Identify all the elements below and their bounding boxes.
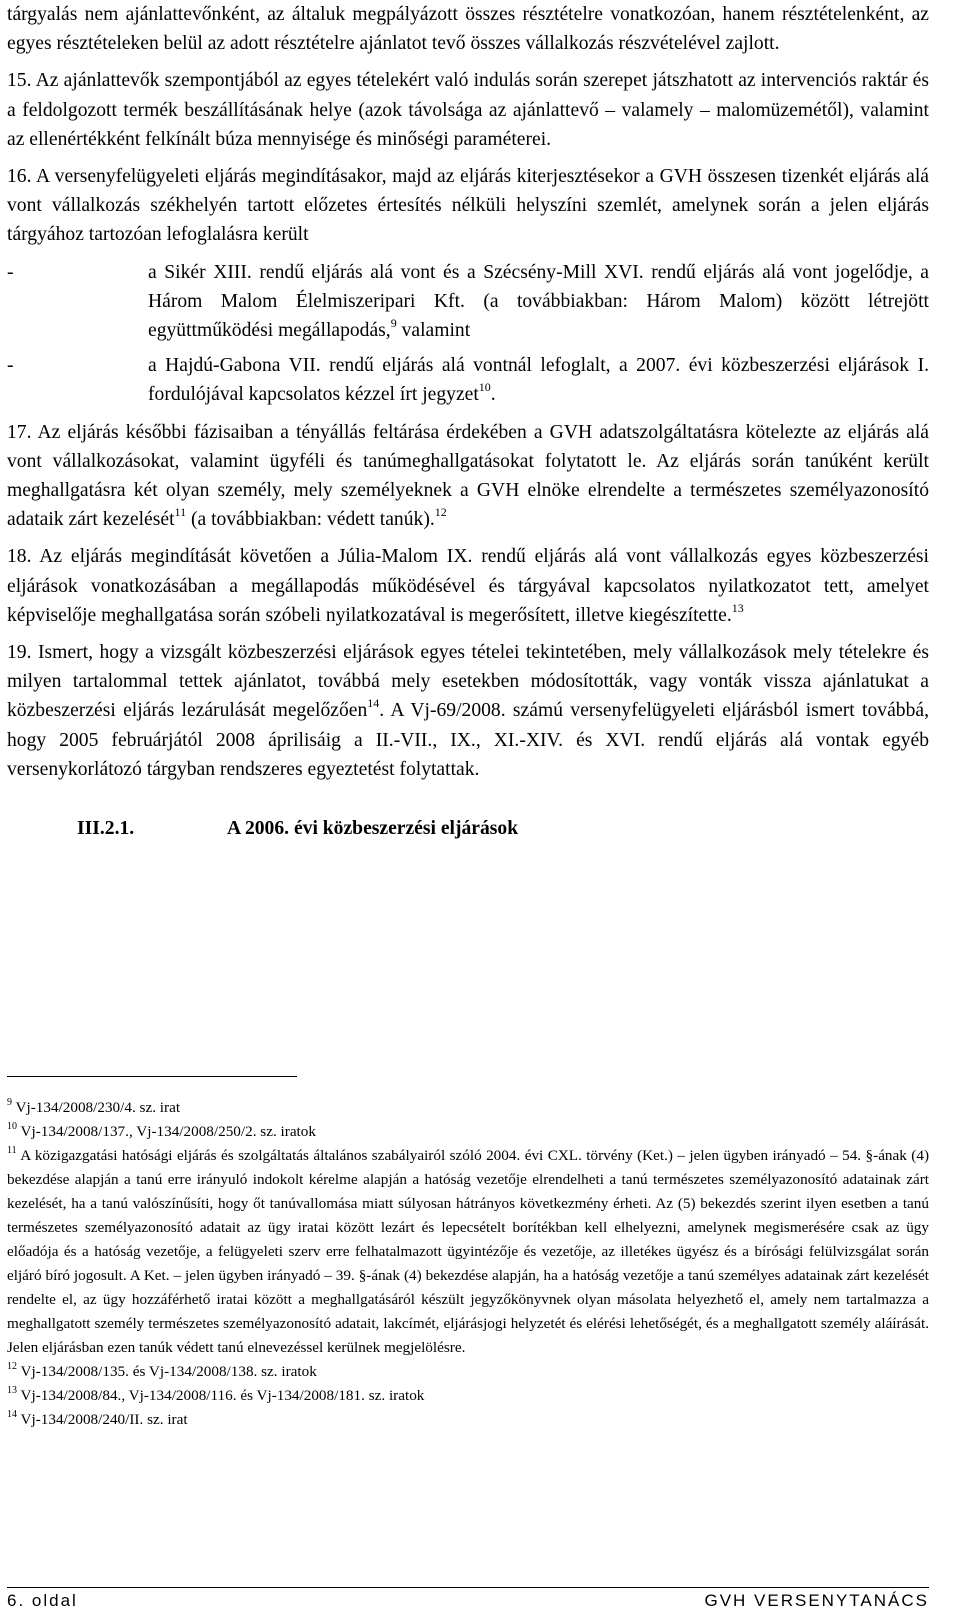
paragraph-text: 18. Az eljárás megindítását követően a Júlia-Malom IX. rendű eljárás alá vont vállalkozás egyes közbeszerzési eljárások vonatkozásában a megállapodás működésével és tárgyával kapcsolatos nyilatkozatot tett, amelyet képviselője meghallgatása során szóbeli nyilatkozatával is megerősített, illetve kiegészítette. [7,546,929,626]
page-number: 6. oldal [7,1591,78,1610]
footnote-text: Vj-134/2008/84., Vj-134/2008/116. és Vj-134/2008/181. sz. iratok [20,1387,425,1404]
list-item-after: valamint [396,320,471,342]
footnote-text: Vj-134/2008/240/II. sz. irat [20,1411,188,1428]
footnote [7,1144,929,1360]
footnote [7,1384,929,1408]
footer-divider [7,1587,929,1588]
section-title: A 2006. évi közbeszerzési eljárások [227,818,519,840]
paragraph-16: 16. A versenyfelügyeleti eljárás megindításakor, majd az eljárás kiterjesztésekor a GVH összesen tizenkét eljárás alá vont vállalkozás székhelyén tartott előzetes értesítés nélküli helyszíni szemlét, amelynek során a jelen eljárás tárgyához tartozóan lefoglalásra került [7,166,929,246]
main-text [7,0,929,843]
footnote-ref[interactable]: 10 [478,380,491,395]
footnotes [7,1096,929,1432]
footnote [7,1408,929,1432]
footnote-ref[interactable]: 11 [174,505,187,520]
footnote-text: Vj-134/2008/137., Vj-134/2008/250/2. sz. iratok [20,1123,316,1140]
footnote-number: 12 [7,1361,17,1372]
paragraph-19 [7,638,929,784]
section-number: III.2.1. [77,818,135,840]
paragraph-text-after: . A Vj-69/2008. számú versenyfelügyeleti eljárásból ismert továbbá, hogy 2005 februárjától 2008 áprilisáig a II.-VII., IX., XI.-XIV. és XVI. rendű eljárás alá vontak egyéb versenykorlátozó tárgyban rendszeres egyeztetést folytattak. [7,700,929,780]
paragraph-text: 19. Ismert, hogy a vizsgált közbeszerzési eljárások egyes tételei tekintetében, mely vállalkozások mely tételekre és milyen tartalommal tettek ajánlatot, továbbá mely esetekben módosították, vagy vonták vissza ajánlatukat a közbeszerzési eljárás lezárulását megelőzően [7,642,929,722]
footnote-text: A közigazgatási hatósági eljárás és szolgáltatás általános szabályairól szóló 2004. évi CXL. törvény (Ket.) – jelen ügyben irányadó – 54. §-ának (4) bekezdése alapján a tanú erre irányuló indokolt kérelme alapján a hatóság vezetője elrendelheti a tanú természetes személyazonosító adatainak zárt kezelését, ha a tanú valószínűsíti, hogy őt tanúvallomása miatt súlyosan hátrányos következmény érheti. Az (5) bekezdés szerint ilyen esetben a tanú természetes személyazonosító adatait az ügy iratai között lezárt és lepecsételt borítékban kell elhelyezni, amelynek megismerésére csak az ügy előadója és a hatóság vezetője, a felügyeleti szerv erre felhatalmazott ügyintézője és vezetője, az illetékes ügyész és a bírósági felülvizsgálat során eljáró bíró jogosult. A Ket. – jelen ügyben irányadó – 39. §-ának (4) bekezdése alapján, ha a hatóság vezetője a tanú személyes adatainak zárt kezelését rendelte el, az ügy hozzáférhető iratai között a meghallgatásáról készült jegyzőkönyvnek olyan másolata helyezhető el, amely nem tartalmazza a meghallgatott személy természetes személyazonosító adatait, lakcímét, eljárásjogi helyzetét és elérési lehetőségét, és a meghallgatott személy aláírását. Jelen eljárásban ezen tanúk védett tanú elnevezéssel kerülnek megjelölésre. [7,1147,930,1356]
footnote [7,1360,929,1384]
footnote-text: Vj-134/2008/135. és Vj-134/2008/138. sz. iratok [20,1363,317,1380]
list-item-text: a Hajdú-Gabona VII. rendű eljárás alá vontnál lefoglalt, a 2007. évi közbeszerzési eljárások I. fordulójával kapcsolatos kézzel írt jegyzet [148,355,929,406]
footnote [7,1120,929,1144]
paragraph-text: 17. Az eljárás későbbi fázisaiban a tényállás feltárása érdekében a GVH adatszolgáltatásra kötelezte az eljárás alá vont vállalkozásokat, valamint ügyféli és tanúmeghallgatásokat folytatott le. Az eljárás során tanúként került meghallgatásra két olyan személy, mely személyeknek a GVH elnöke elrendelte a természetes személyazonosító adataik zárt kezelését [7,421,929,531]
paragraph-text-mid: (a továbbiakban: védett tanúk). [186,509,435,531]
footnote-ref[interactable]: 13 [731,600,744,615]
footnote-number: 10 [7,1121,17,1132]
list-dash: - [7,261,14,283]
footnote-ref[interactable]: 9 [390,316,397,331]
footnote-number: 9 [7,1097,12,1108]
paragraph-15: 15. Az ajánlattevők szempontjából az egyes tételekért való indulás során szerepet játszhatott az intervenciós raktár és a feldolgozott termék beszállításának helye (azok távolsága az ajánlattevő – valamely – malomüzemétől), valamint az ellenértékként felkínált búza mennyisége és minőségi paraméterei. [7,70,929,150]
footnote-text: Vj-134/2008/230/4. sz. irat [15,1099,181,1116]
page-footer [7,1591,929,1613]
paragraph-18 [7,542,929,630]
list-dash: - [7,355,14,377]
footnote-number: 11 [7,1145,17,1156]
list-item-after: . [490,384,496,406]
footnote-ref[interactable]: 14 [367,696,380,711]
paragraph-17 [7,418,929,535]
footnote-ref[interactable]: 12 [434,505,447,520]
section-heading [7,814,929,843]
footnote [7,1096,929,1120]
footnote-number: 14 [7,1409,17,1420]
publisher-name: GVH VERSENYTANÁCS [704,1591,929,1610]
list-item [7,258,929,346]
footnote-divider [7,1076,297,1077]
footnote-number: 13 [7,1385,17,1396]
paragraph-continuation: tárgyalás nem ajánlattevőnként, az általuk megpályázott összes résztételre vonatkozóan, hanem résztételenként, az egyes résztételeken belül az adott résztételre ajánlatot tevő összes vállalkozás részvételével zajlott. [7,4,929,55]
list-item [7,351,929,409]
list-item-text: a Sikér XIII. rendű eljárás alá vont és a Szécsény-Mill XVI. rendű eljárás alá vont jogelődje, a Három Malom Élelmiszeripari Kft. (a továbbiakban: Három Malom) között létrejött együttműködési megállapodás, [148,261,929,342]
